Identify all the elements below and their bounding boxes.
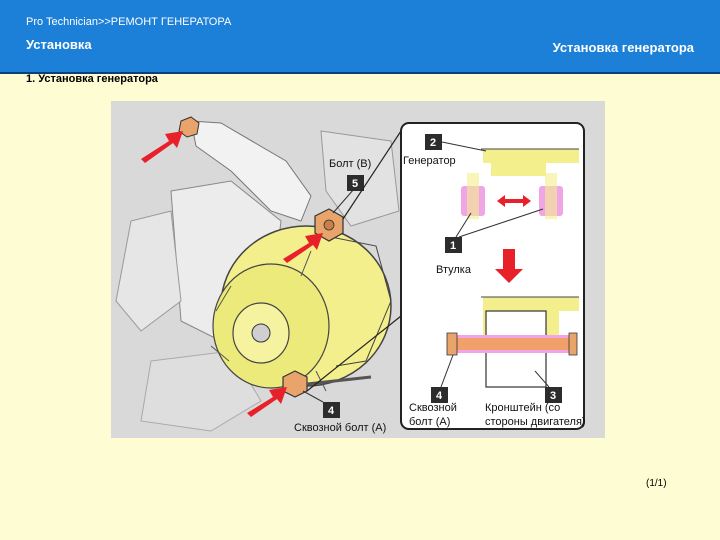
page-title: Установка генератора [552,40,694,55]
bracket-label-line2: стороны двигателя) [485,416,586,428]
bolt-b-label: Болт (B) [329,158,372,170]
callout-3-text: 3 [550,390,557,402]
callout-2-text: 2 [430,137,437,149]
header-bar [0,0,720,74]
page-indicator: (1/1) [646,478,667,489]
callout-5-text: 5 [352,178,359,190]
callout-4-text: 4 [328,405,335,417]
bushing-label: Втулка [436,264,471,276]
through-bolt-label: Сквозной болт (A) [294,422,387,434]
through-bolt-inset-line2: болт (A) [409,416,451,428]
callout-1-text: 1 [450,240,457,252]
section-title: Установка [26,37,92,52]
installation-figure [111,101,605,438]
callout-4b-text: 4 [436,390,443,402]
generator-label: Генератор [403,155,456,167]
step-heading: 1. Установка генератора [26,73,158,85]
through-bolt-inset-line1: Сквозной [409,402,457,414]
bracket-label-line1: Кронштейн (со [485,402,561,414]
breadcrumb[interactable]: Pro Technician>>РЕМОНТ ГЕНЕРАТОРА [26,16,232,28]
detail-inset [401,123,586,429]
